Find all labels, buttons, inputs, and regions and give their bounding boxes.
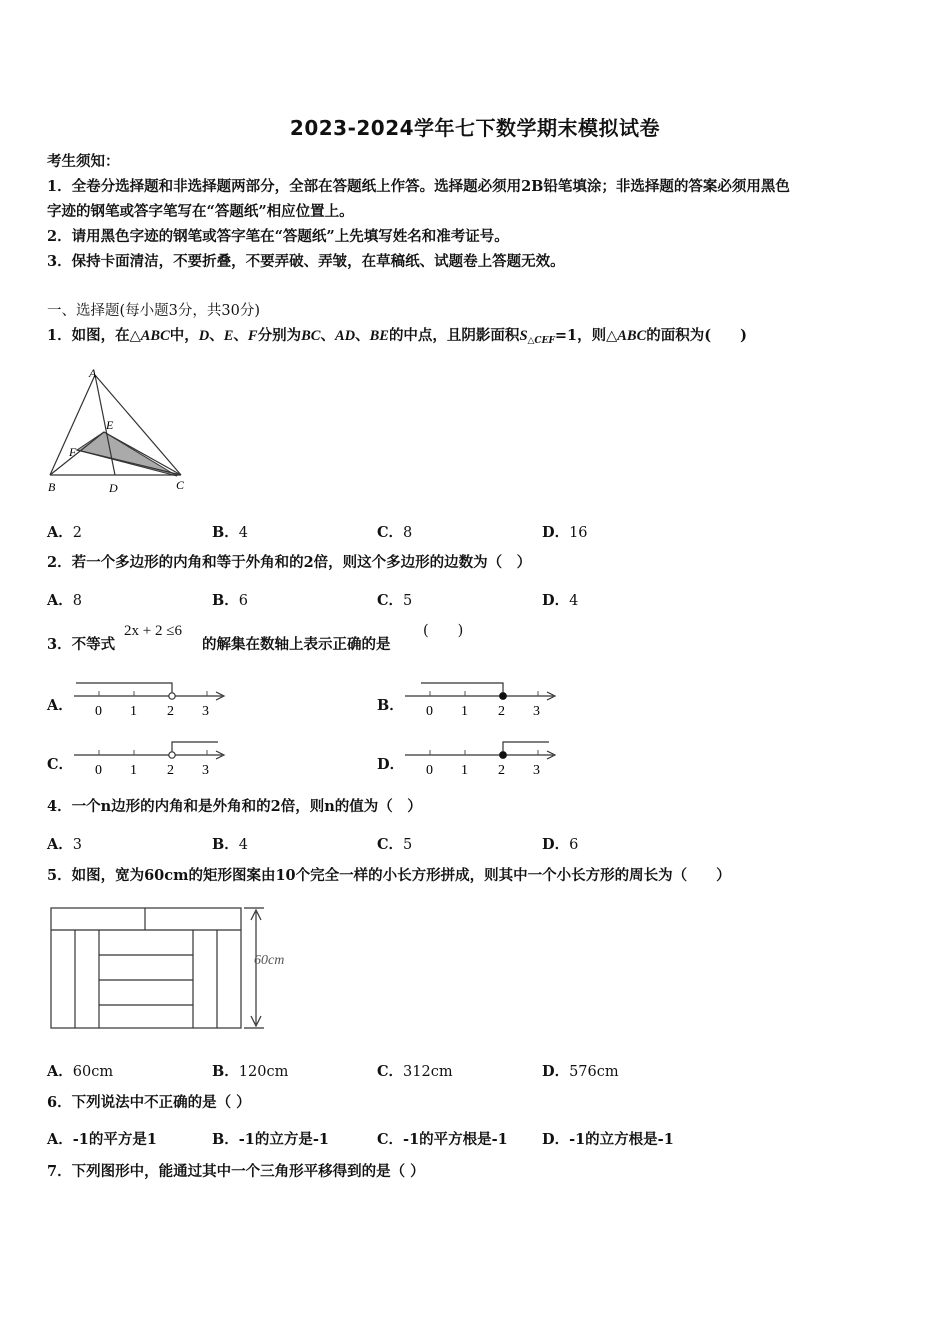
q6-option-c[interactable]: C．-1的平方根是-1	[377, 1131, 508, 1148]
svg-text:3: 3	[533, 763, 540, 778]
q3-option-c-numberline[interactable]	[72, 737, 232, 779]
svg-text:2: 2	[167, 763, 174, 778]
q3-option-d-numberline[interactable]	[403, 737, 563, 779]
question-2-text: 2．若一个多边形的内角和等于外角和的2倍，则这个多边形的边数为（ ）	[47, 554, 532, 571]
question-7-text: 7．下列图形中，能通过其中一个三角形平移得到的是（ ）	[47, 1163, 425, 1180]
triangle-figure	[40, 365, 200, 500]
question-3-prefix: 3．不等式	[47, 636, 116, 653]
q6-option-a[interactable]: A．-1的平方是1	[47, 1131, 157, 1148]
q6-option-d[interactable]: D．-1的立方根是-1	[542, 1131, 674, 1148]
question-1-text: 1．如图，在△ABC中，D、E、F分别为BC、AD、BE的中点，且阴影面积$S_{\triangle CEF}=1$，则△ABC的面积为( )	[47, 327, 747, 346]
q4-option-d[interactable]: D．6	[542, 836, 579, 853]
svg-text:1: 1	[461, 763, 468, 778]
q3-option-a-letter[interactable]: A．	[47, 697, 73, 714]
q1-option-a[interactable]: A．2	[47, 524, 82, 541]
section-heading: 一、选择题(每小题3分，共30分)	[47, 303, 260, 319]
q2-option-b[interactable]: B．6	[212, 592, 248, 609]
vertex-label-b: B	[48, 480, 56, 494]
question-3-paren: ( )	[423, 623, 464, 639]
svg-text:1: 1	[130, 763, 137, 778]
question-3-suffix: 的解集在数轴上表示正确的是	[202, 636, 391, 653]
notice-item: 3．保持卡面清洁，不要折叠，不要弄破、弄皱，在草稿纸、试题卷上答题无效。	[47, 253, 565, 270]
q3-option-b-numberline[interactable]	[403, 678, 563, 720]
width-label: 60cm	[254, 953, 285, 968]
q5-option-b[interactable]: B．120cm	[212, 1063, 289, 1080]
inequality-formula: 2x + 2 ≤6	[124, 623, 182, 639]
svg-text:1: 1	[130, 704, 137, 719]
point-label-d: D	[109, 481, 118, 495]
q5-option-d[interactable]: D．576cm	[542, 1063, 619, 1080]
q1-option-d[interactable]: D．16	[542, 524, 588, 541]
q3-option-b-letter[interactable]: B．	[377, 697, 404, 714]
q3-option-c-letter[interactable]: C．	[47, 756, 74, 773]
q2-option-a[interactable]: A．8	[47, 592, 82, 609]
q2-option-c[interactable]: C．5	[377, 592, 413, 609]
q5-option-a[interactable]: A．60cm	[47, 1063, 114, 1080]
exam-title: 2023-2024学年七下数学期末模拟试卷	[289, 116, 661, 140]
q4-option-c[interactable]: C．5	[377, 836, 413, 853]
question-5-text: 5．如图，宽为60cm的矩形图案由10个完全一样的小长方形拼成，则其中一个小长方形的周长为（ ）	[47, 867, 731, 884]
question-6-text: 6．下列说法中不正确的是（ ）	[47, 1094, 251, 1111]
rectangle-pattern-figure	[48, 904, 308, 1034]
q3-option-a-numberline[interactable]	[72, 678, 232, 720]
svg-text:0: 0	[95, 763, 102, 778]
svg-text:2: 2	[498, 704, 505, 719]
question-4-text: 4．一个n边形的内角和是外角和的2倍，则n的值为（ ）	[47, 798, 422, 815]
vertex-label-a: A	[89, 366, 97, 380]
point-label-f: F	[69, 445, 77, 459]
svg-text:0: 0	[95, 704, 102, 719]
svg-text:2: 2	[498, 763, 505, 778]
point-label-e: E	[106, 418, 114, 432]
q3-option-d-letter[interactable]: D．	[377, 756, 405, 773]
q4-option-b[interactable]: B．4	[212, 836, 248, 853]
svg-text:2: 2	[167, 704, 174, 719]
q1-option-c[interactable]: C．8	[377, 524, 413, 541]
svg-text:3: 3	[202, 763, 209, 778]
notice-item: 字迹的钢笔或答字笔写在“答题纸”相应位置上。	[47, 203, 354, 220]
svg-text:0: 0	[426, 704, 433, 719]
notice-item: 2．请用黑色字迹的钢笔或答字笔在“答题纸”上先填写姓名和准考证号。	[47, 228, 509, 245]
q6-option-b[interactable]: B．-1的立方是-1	[212, 1131, 329, 1148]
svg-text:1: 1	[461, 704, 468, 719]
notice-heading: 考生须知：	[47, 153, 120, 170]
svg-text:3: 3	[202, 704, 209, 719]
q1-option-b[interactable]: B．4	[212, 524, 248, 541]
notice-item: 1．全卷分选择题和非选择题两部分，全部在答题纸上作答。选择题必须用2B铅笔填涂；非选择题的答案必须用黑色	[47, 178, 790, 195]
q2-option-d[interactable]: D．4	[542, 592, 579, 609]
vertex-label-c: C	[176, 478, 185, 492]
q4-option-a[interactable]: A．3	[47, 836, 82, 853]
svg-text:3: 3	[533, 704, 540, 719]
q5-option-c[interactable]: C．312cm	[377, 1063, 453, 1080]
svg-text:0: 0	[426, 763, 433, 778]
